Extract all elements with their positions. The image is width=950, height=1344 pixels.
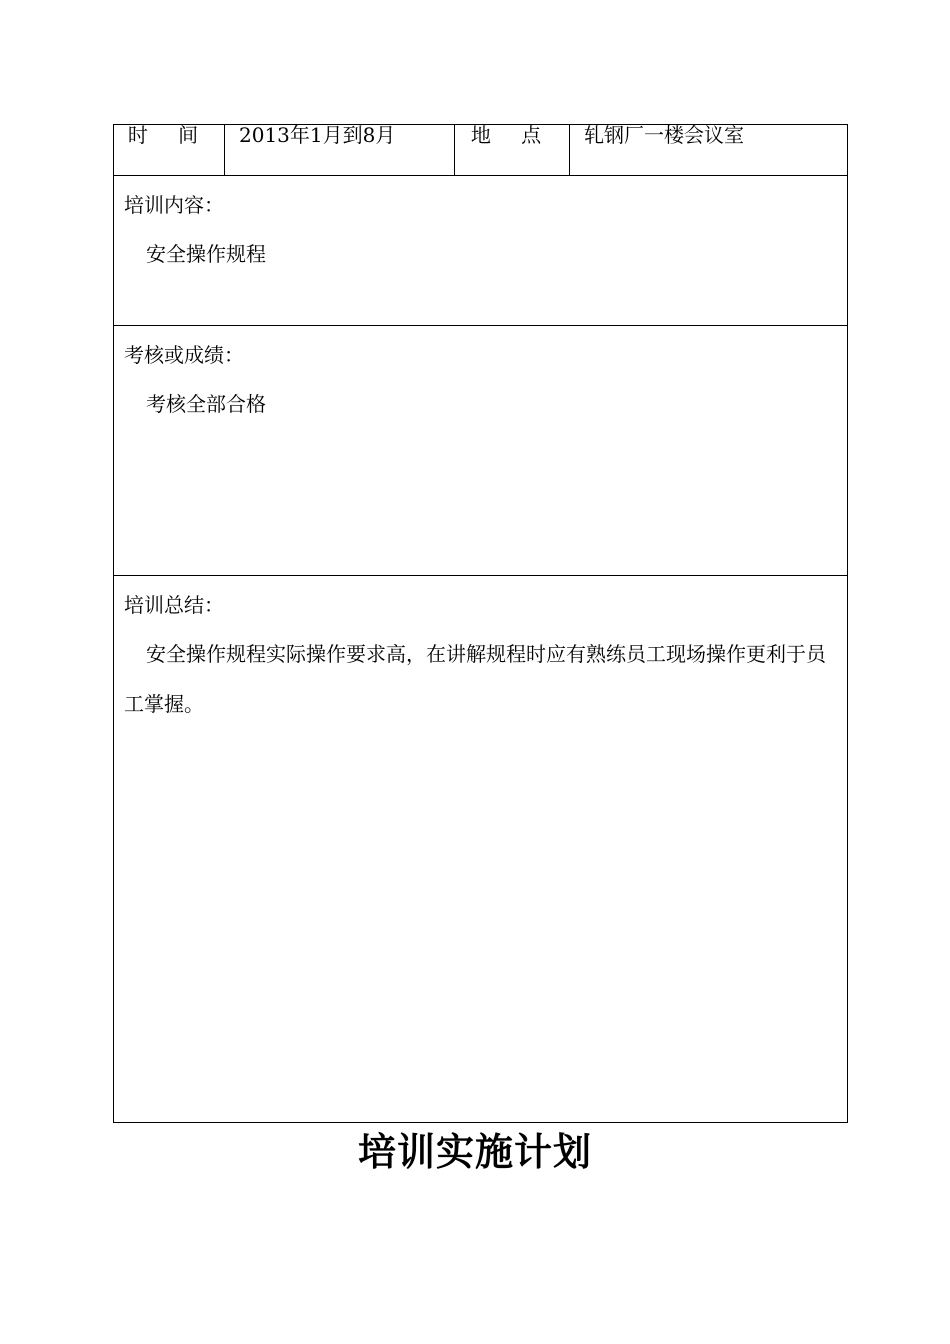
exam-row bbox=[114, 326, 848, 576]
content-cell bbox=[114, 176, 848, 326]
training-record-table bbox=[113, 124, 848, 1123]
header-row bbox=[114, 125, 848, 176]
exam-body: 考核全部合格 bbox=[146, 392, 266, 416]
place-label: 地 点 bbox=[455, 125, 570, 176]
place-value: 轧钢厂一楼会议室 bbox=[570, 125, 848, 176]
document-title: 培训实施计划 bbox=[357, 1129, 592, 1174]
summary-title: 培训总结： bbox=[124, 593, 224, 617]
exam-title: 考核或成绩： bbox=[124, 343, 244, 367]
exam-cell bbox=[114, 326, 848, 576]
content-title: 培训内容： bbox=[124, 193, 224, 217]
summary-row bbox=[114, 576, 848, 1123]
time-value: 2013年1月到8月 bbox=[225, 125, 455, 176]
summary-cell bbox=[114, 576, 848, 1123]
content-body: 安全操作规程 bbox=[146, 242, 266, 266]
time-label: 时 间 bbox=[114, 125, 225, 176]
summary-body: 安全操作规程实际操作要求高，在讲解规程时应有熟练员工现场操作更利于员工掌握。 bbox=[124, 642, 826, 716]
content-row bbox=[114, 176, 848, 326]
